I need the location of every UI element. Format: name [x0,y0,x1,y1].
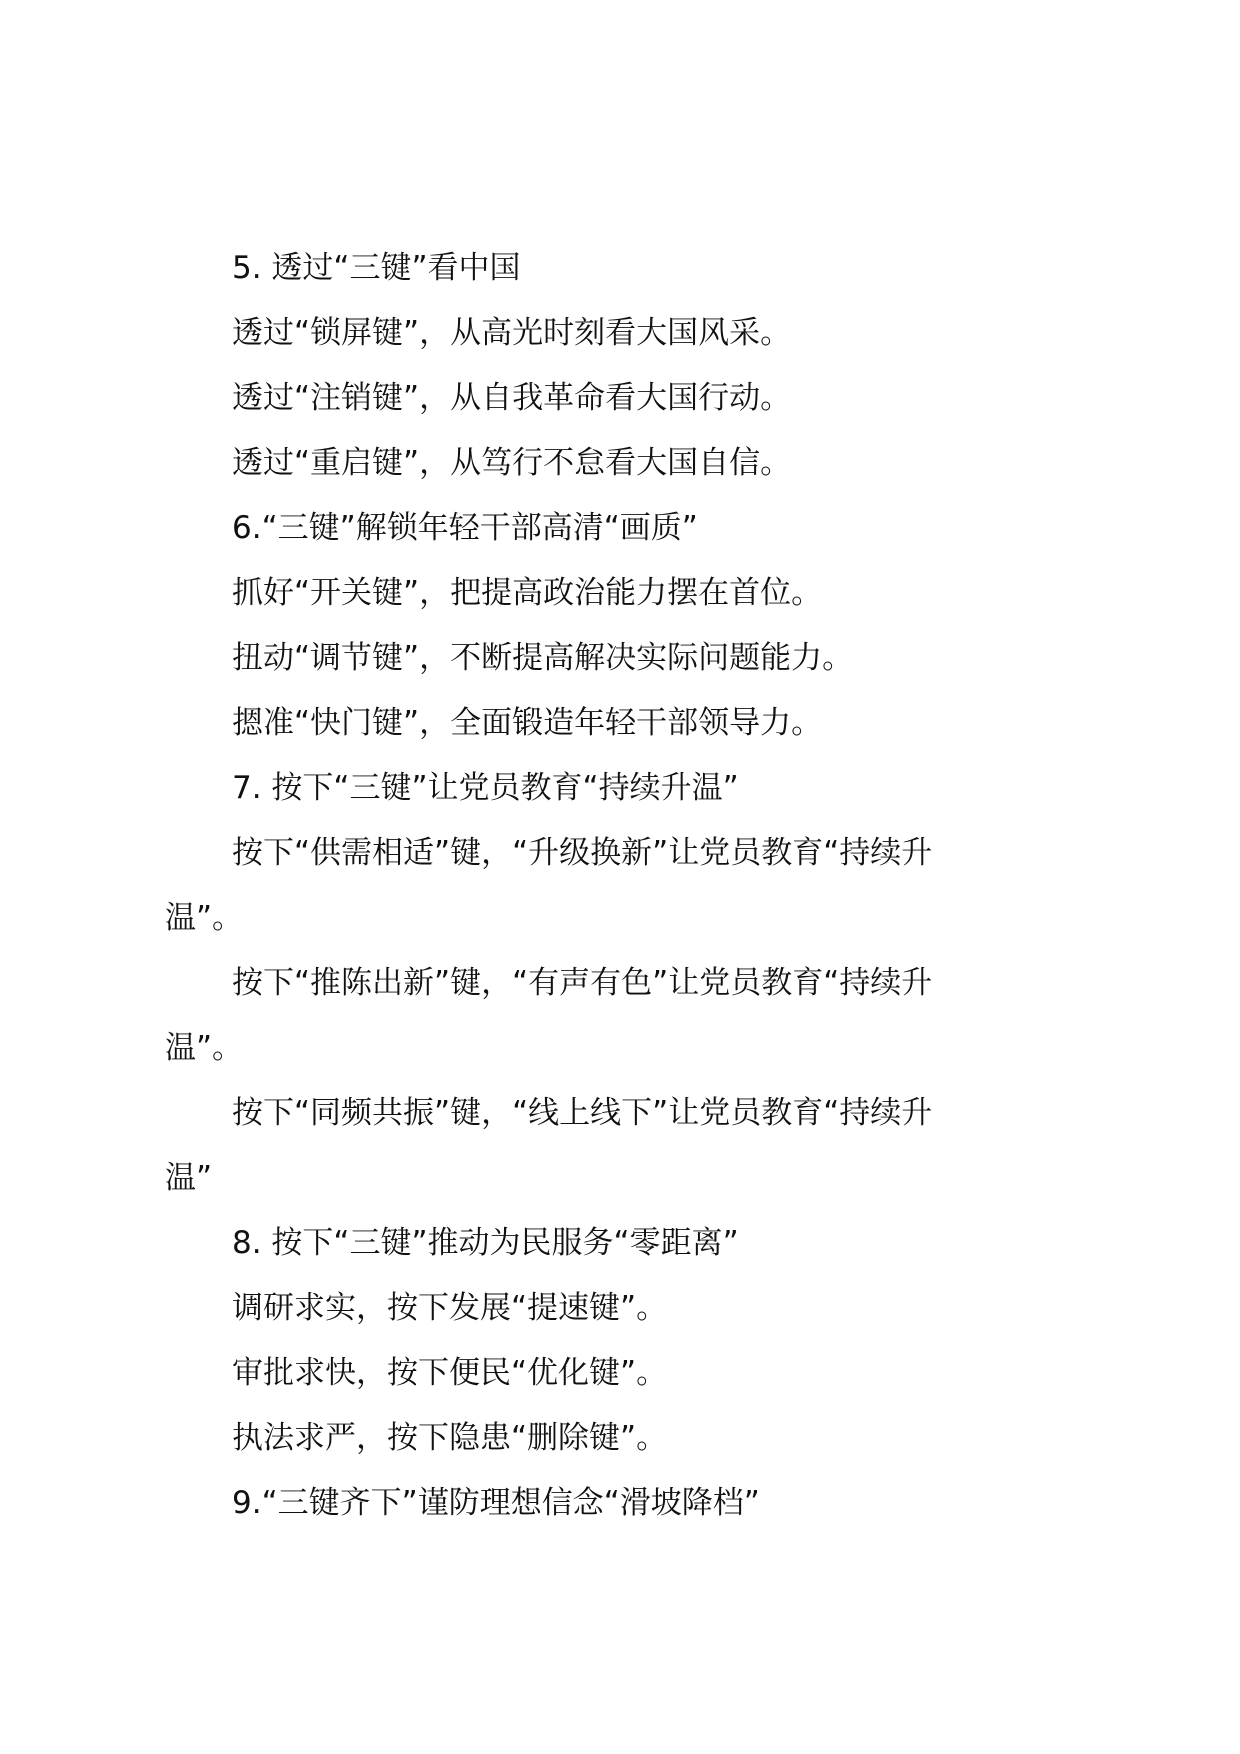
paragraph-line: 调研求实，按下发展“提速键”。 [232,1290,668,1326]
section-heading-8: 8. 按下“三键”推动为民服务“零距离” [232,1225,739,1261]
paragraph [165,821,1085,951]
paragraph-line: 摁准“快门键”，全面锻造年轻干部领导力。 [232,705,823,741]
paragraph-line: 透过“重启键”，从笃行不怠看大国自信。 [232,445,792,481]
section-heading-9: 9.“三键齐下”谨防理想信念“滑坡降档” [232,1485,760,1521]
paragraph-line: 按下“推陈出新”键，“有声有色”让党员教育“持续升 [232,965,933,1001]
paragraph-line: 透过“锁屏键”，从高光时刻看大国风采。 [232,315,792,351]
section-heading-6: 6.“三键”解锁年轻干部高清“画质” [232,510,698,546]
paragraph-continuation: 温”。 [165,900,244,936]
paragraph [165,951,1085,1081]
section-heading-5: 5. 透过“三键”看中国 [232,250,521,286]
paragraph [165,1081,1085,1211]
paragraph-line: 执法求严，按下隐患“删除键”。 [232,1420,668,1456]
paragraph-line: 按下“同频共振”键，“线上线下”让党员教育“持续升 [232,1095,933,1131]
paragraph-continuation: 温” [165,1160,213,1196]
document-body [165,236,1085,1536]
paragraph-line: 扭动“调节键”，不断提高解决实际问题能力。 [232,640,854,676]
paragraph-line: 透过“注销键”，从自我革命看大国行动。 [232,380,792,416]
paragraph-line: 抓好“开关键”，把提高政治能力摆在首位。 [232,575,823,611]
section-heading-7: 7. 按下“三键”让党员教育“持续升温” [232,770,739,806]
paragraph-continuation: 温”。 [165,1030,244,1066]
paragraph-line: 审批求快，按下便民“优化键”。 [232,1355,668,1391]
paragraph-line: 按下“供需相适”键，“升级换新”让党员教育“持续升 [232,835,933,871]
